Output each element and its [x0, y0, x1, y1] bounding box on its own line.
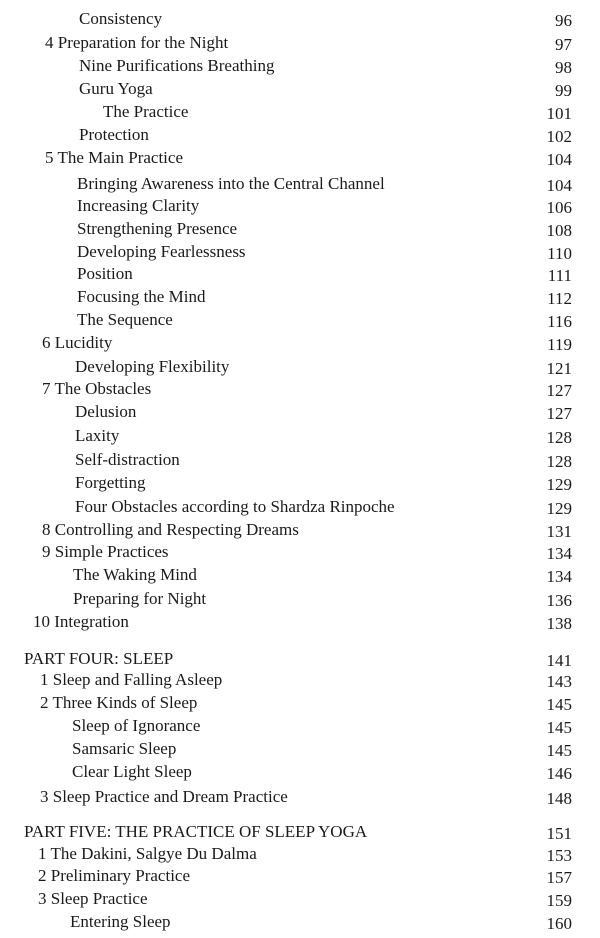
toc-page-number: 96: [555, 11, 572, 30]
toc-entry: [0, 217, 600, 240]
toc-entry-title: Delusion: [75, 402, 137, 421]
toc-page-number: 160: [546, 914, 572, 933]
toc-entry-title: PART FIVE: THE PRACTICE OF SLEEP YOGA: [24, 822, 368, 841]
toc-entry-title: Forgetting: [75, 473, 146, 492]
toc-page-number: 143: [546, 672, 572, 691]
toc-entry-title: 1 The Dakini, Salgye Du Dalma: [38, 844, 257, 863]
toc-page-number: 141: [546, 651, 572, 670]
toc-entry: [0, 31, 600, 54]
toc-entry-title: Developing Flexibility: [75, 357, 230, 376]
toc-entry: [0, 760, 600, 783]
toc-entry: [0, 540, 600, 563]
toc-entry-title: Laxity: [75, 426, 120, 445]
toc-page-number: 129: [546, 475, 572, 494]
toc-entry-title: The Sequence: [77, 310, 173, 329]
toc-entry: [0, 400, 600, 423]
toc-entry: [0, 587, 600, 610]
toc-page-number: 127: [546, 404, 572, 423]
toc-page-number: 112: [547, 289, 572, 308]
toc-page-number: 146: [546, 764, 572, 783]
toc-entry: [0, 331, 600, 354]
toc-entry-title: 9 Simple Practices: [42, 542, 169, 561]
toc-entry-title: Bringing Awareness into the Central Channel: [77, 174, 385, 193]
toc-page-number: 99: [555, 81, 572, 100]
toc-entry: [0, 785, 600, 808]
toc-entry: [0, 308, 600, 331]
toc-entry: [0, 7, 600, 30]
toc-page-number: 98: [555, 58, 572, 77]
toc-entry: [0, 610, 600, 633]
toc-part-heading: [0, 647, 600, 670]
toc-entry: [0, 54, 600, 77]
toc-page-number: 101: [546, 104, 572, 123]
toc-page-number: 116: [547, 312, 572, 331]
toc-page-number: 159: [546, 891, 572, 910]
toc-entry: [0, 668, 600, 691]
toc-entry-title: Increasing Clarity: [77, 196, 200, 215]
toc-page-number: 110: [547, 244, 572, 263]
toc-entry-title: Focusing the Mind: [77, 287, 206, 306]
toc-entry: [0, 146, 600, 169]
toc-page-number: 153: [546, 846, 572, 865]
toc-page-number: 129: [546, 499, 572, 518]
toc-page-number: 102: [546, 127, 572, 146]
toc-entry-title: Nine Purifications Breathing: [79, 56, 275, 75]
toc-entry: [0, 842, 600, 865]
toc-page-number: 148: [546, 789, 572, 808]
toc-page-number: 131: [546, 522, 572, 541]
toc-entry-title: The Practice: [103, 102, 189, 121]
toc-entry-title: Developing Fearlessness: [77, 242, 246, 261]
toc-page-number: 104: [546, 150, 572, 169]
toc-entry-title: 3 Sleep Practice and Dream Practice: [40, 787, 288, 806]
toc-entry: [0, 240, 600, 263]
toc-page-number: 111: [547, 266, 572, 285]
toc-entry: [0, 691, 600, 714]
toc-entry: [0, 864, 600, 887]
toc-page-number: 121: [546, 359, 572, 378]
toc-entry: [0, 355, 600, 378]
toc-page-number: 128: [546, 428, 572, 447]
toc-entry-title: Consistency: [79, 9, 163, 28]
toc-entry-title: 10 Integration: [33, 612, 129, 631]
toc-entry-title: Guru Yoga: [79, 79, 153, 98]
toc-entry-title: Protection: [79, 125, 149, 144]
toc-page-number: 128: [546, 452, 572, 471]
toc-page-number: 127: [546, 381, 572, 400]
toc-entry: [0, 737, 600, 760]
toc-page-number: 157: [546, 868, 572, 887]
toc-entry-title: 8 Controlling and Respecting Dreams: [42, 520, 299, 539]
toc-page-number: 108: [546, 221, 572, 240]
toc-page-number: 104: [546, 176, 572, 195]
toc-entry: [0, 100, 600, 123]
toc-page-number: 138: [546, 614, 572, 633]
toc-page-number: 145: [546, 695, 572, 714]
toc-page-number: 134: [546, 544, 572, 563]
toc-entry-title: The Waking Mind: [73, 565, 197, 584]
toc-entry-title: 4 Preparation for the Night: [45, 33, 229, 52]
toc-entry-title: Clear Light Sleep: [72, 762, 192, 781]
toc-page-number: 97: [555, 35, 572, 54]
toc-entry: [0, 194, 600, 217]
toc-entry: [0, 563, 600, 586]
toc-entry-title: 2 Preliminary Practice: [38, 866, 191, 885]
toc-entry-title: 5 The Main Practice: [45, 148, 184, 167]
toc-entry-title: 7 The Obstacles: [42, 379, 152, 398]
toc-entry-title: Entering Sleep: [70, 912, 171, 931]
toc-entry: [0, 262, 600, 285]
toc-entry-title: PART FOUR: SLEEP: [24, 649, 174, 668]
toc-entry-title: 2 Three Kinds of Sleep: [40, 693, 198, 712]
toc-entry-title: Position: [77, 264, 133, 283]
toc-entry-title: Preparing for Night: [73, 589, 207, 608]
toc-page-number: 145: [546, 741, 572, 760]
toc-entry-title: Self-distraction: [75, 450, 180, 469]
toc-entry: [0, 123, 600, 146]
toc-entry: [0, 518, 600, 541]
toc-part-heading: [0, 820, 600, 843]
toc-entry: [0, 910, 600, 933]
toc-page-number: 134: [546, 567, 572, 586]
toc-entry-title: 3 Sleep Practice: [38, 889, 148, 908]
toc-entry-title: Four Obstacles according to Shardza Rinpoche: [75, 497, 395, 516]
toc-page-number: 119: [547, 335, 572, 354]
toc-entry: [0, 377, 600, 400]
toc-entry-title: Sleep of Ignorance: [72, 716, 201, 735]
toc-page-number: 106: [546, 198, 572, 217]
toc-entry: [0, 887, 600, 910]
toc-entry: [0, 714, 600, 737]
toc-page-number: 151: [546, 824, 572, 843]
toc-entry: [0, 172, 600, 195]
toc-entry-title: 6 Lucidity: [42, 333, 113, 352]
toc-entry-title: 1 Sleep and Falling Asleep: [40, 670, 223, 689]
toc-entry-title: Strengthening Presence: [77, 219, 238, 238]
toc-entry: [0, 424, 600, 447]
toc-entry-title: Samsaric Sleep: [72, 739, 177, 758]
toc-entry: [0, 471, 600, 494]
toc-entry: [0, 495, 600, 518]
toc-page-number: 136: [546, 591, 572, 610]
toc-entry: [0, 77, 600, 100]
toc-entry: [0, 448, 600, 471]
toc-page-number: 145: [546, 718, 572, 737]
toc-entry: [0, 285, 600, 308]
